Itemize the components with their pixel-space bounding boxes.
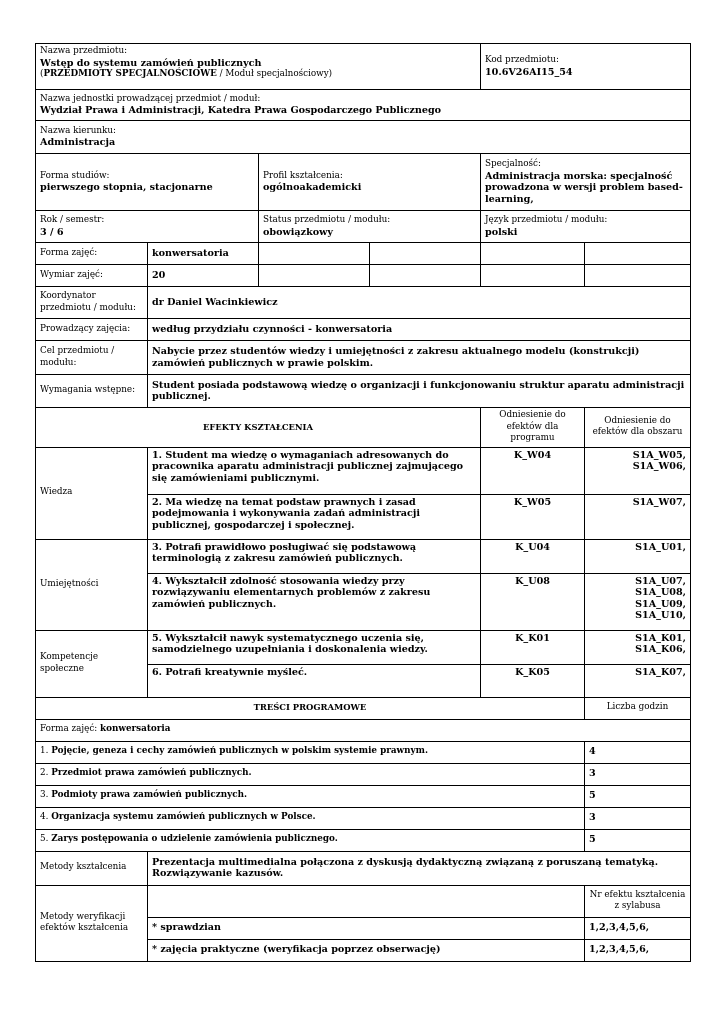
year-value: 3 / 6 [40, 226, 64, 238]
content-row-num: 5. [40, 834, 52, 845]
content-row-text: Podmioty prawa zamówień publicznych. [51, 790, 248, 801]
content-row-hours: 5 [585, 785, 691, 807]
verification-row-text: * sprawdzian [148, 917, 585, 939]
empty-cell [481, 265, 585, 287]
goal-label: Cel przedmiotu / modułu: [36, 341, 148, 375]
subject-cell [36, 44, 481, 90]
content-row [36, 785, 585, 807]
verification-row-nr: 1,2,3,4,5,6, [585, 917, 691, 939]
language-value: polski [485, 226, 518, 238]
subject-group-bold: PRZEDMIOTY SPECJALNOŚCIOWE [43, 69, 217, 79]
specialty-cell [481, 154, 691, 211]
content-row [36, 741, 585, 763]
syllabus-table [35, 43, 691, 962]
effect-5-text: 5. Wykształcił nawyk systematycznego uczenia się, samodzielnego uzupełniania i doskonalenia wiedzy. [148, 630, 481, 664]
specialty-label: Specjalność: [485, 159, 541, 169]
empty-cell [481, 243, 585, 265]
year-label: Rok / semestr: [40, 215, 105, 225]
code-value: 10.6V26AI15_54 [485, 66, 573, 78]
content-form-value: konwersatoria [100, 724, 171, 735]
effect-3-area: S1A_U01, [585, 539, 691, 573]
content-row-num: 3. [40, 790, 52, 801]
methods-label: Metody kształcenia [36, 851, 148, 885]
empty-cell [259, 265, 370, 287]
group-kompetencje: Kompetencje społeczne [36, 630, 148, 697]
code-cell [481, 44, 691, 90]
teacher-label: Prowadzący zajęcia: [36, 319, 148, 341]
content-row [36, 807, 585, 829]
effect-5-program: K_K01 [481, 630, 585, 664]
content-hours-label: Liczba godzin [585, 697, 691, 719]
form-cell [36, 154, 259, 211]
direction-cell [36, 121, 691, 154]
effect-3-text: 3. Potrafi prawidłowo posługiwać się podstawową terminologią z zakresu zamówień publicznych. [148, 539, 481, 573]
status-value: obowiązkowy [263, 226, 333, 238]
teacher-value: według przydziału czynności - konwersatoria [148, 319, 691, 341]
content-row-text: Przedmiot prawa zamówień publicznych. [51, 768, 252, 779]
effect-6-text: 6. Potrafi kreatywnie myśleć. [148, 664, 481, 697]
verification-label: Metody weryfikacji efektów kształcenia [36, 885, 148, 961]
content-row-num: 4. [40, 812, 52, 823]
content-form-label: Forma zajęć: [40, 724, 101, 735]
status-cell [259, 211, 481, 243]
hours-value: 20 [148, 265, 259, 287]
subject-group-rest: / Moduł specjalnościowy) [216, 69, 333, 79]
language-cell [481, 211, 691, 243]
empty-cell [585, 265, 691, 287]
effects-col-program: Odniesienie do efektów dla programu [481, 408, 585, 448]
requirements-value: Student posiada podstawową wiedzę o organizacji i funkcjonowaniu struktur aparatu administracji publicznej. [148, 375, 691, 408]
effect-6-area: S1A_K07, [585, 664, 691, 697]
effect-1-program: K_W04 [481, 447, 585, 494]
content-row-hours: 3 [585, 807, 691, 829]
unit-cell [36, 90, 691, 121]
year-cell [36, 211, 259, 243]
form-value: pierwszego stopnia, stacjonarne [40, 182, 213, 193]
hours-label: Wymiar zajęć: [36, 265, 148, 287]
profile-cell [259, 154, 481, 211]
class-form-label: Forma zajęć: [36, 243, 148, 265]
effect-1-text: 1. Student ma wiedzę o wymaganiach adresowanych do pracownika aparatu administracji publicznej zajmującego się zamówieniami publicznymi. [148, 447, 481, 494]
subject-name: Wstęp do systemu zamówień publicznych [40, 57, 262, 69]
class-form-value: konwersatoria [148, 243, 259, 265]
direction-label: Nazwa kierunku: [40, 125, 116, 136]
content-row-hours: 5 [585, 829, 691, 851]
requirements-label: Wymagania wstępne: [36, 375, 148, 408]
content-row-num: 2. [40, 768, 52, 779]
methods-value: Prezentacja multimedialna połączona z dyskusją dydaktyczną związaną z poruszaną tematyką. Rozwiązywanie kazusów. [148, 851, 691, 885]
effect-2-program: K_W05 [481, 494, 585, 539]
content-row-text: Pojęcie, geneza i cechy zamówień publicznych w polskim systemie prawnym. [51, 746, 429, 757]
empty-cell [259, 243, 370, 265]
content-form-row [36, 719, 691, 741]
subject-group: (PRZEDMIOTY SPECJALNOŚCIOWE / Moduł specjalnościowy) [40, 69, 333, 79]
effect-3-program: K_U04 [481, 539, 585, 573]
coordinator-value: dr Daniel Wacinkiewicz [148, 287, 691, 319]
effects-title: EFEKTY KSZTAŁCENIA [36, 408, 481, 448]
direction-value: Administracja [40, 137, 116, 148]
specialty-value: Administracja morska: specjalność prowadzona w wersji problem based-learning, [485, 170, 683, 205]
effect-4-area: S1A_U07, S1A_U08, S1A_U09, S1A_U10, [585, 573, 691, 630]
empty-cell [585, 243, 691, 265]
content-row-hours: 4 [585, 741, 691, 763]
empty-cell [370, 265, 481, 287]
effect-2-text: 2. Ma wiedzę na temat podstaw prawnych i zasad podejmowania i wykonywania zadań administracji publicznej, gospodarczej i społecznej. [148, 494, 481, 539]
effect-4-text: 4. Wykształcił zdolność stosowania wiedzy przy rozwiązywaniu elementarnych problemów z zakresu zamówień publicznych. [148, 573, 481, 630]
unit-value: Wydział Prawa i Administracji, Katedra Prawa Gospodarczego Publicznego [40, 105, 442, 116]
verification-row-text: * zajęcia praktyczne (weryfikacja poprzez obserwację) [148, 939, 585, 961]
goal-value: Nabycie przez studentów wiedzy i umiejętności z zakresu aktualnego modelu (konstrukcji) zamówień publicznych w prawie polskim. [148, 341, 691, 375]
profile-value: ogólnoakademicki [263, 182, 362, 193]
status-label: Status przedmiotu / modułu: [263, 215, 391, 225]
unit-label: Nazwa jednostki prowadzącej przedmiot / moduł: [40, 93, 261, 104]
content-row [36, 829, 585, 851]
form-label: Forma studiów: [40, 170, 110, 181]
content-row [36, 763, 585, 785]
effect-2-area: S1A_W07, [585, 494, 691, 539]
code-label: Kod przedmiotu: [485, 55, 559, 65]
effect-6-program: K_K05 [481, 664, 585, 697]
content-title: TREŚCI PROGRAMOWE [36, 697, 585, 719]
verification-row-nr: 1,2,3,4,5,6, [585, 939, 691, 961]
profile-label: Profil kształcenia: [263, 170, 343, 181]
subject-label: Nazwa przedmiotu: [40, 46, 128, 56]
content-row-hours: 3 [585, 763, 691, 785]
effect-1-area: S1A_W05, S1A_W06, [585, 447, 691, 494]
group-wiedza: Wiedza [36, 447, 148, 539]
effect-4-program: K_U08 [481, 573, 585, 630]
content-row-num: 1. [40, 746, 52, 757]
effects-col-area: Odniesienie do efektów dla obszaru [585, 408, 691, 448]
empty-cell [370, 243, 481, 265]
content-row-text: Zarys postępowania o udzielenie zamówienia publicznego. [51, 834, 338, 845]
group-umiejetnosci: Umiejętności [36, 539, 148, 630]
content-row-text: Organizacja systemu zamówień publicznych w Polsce. [51, 812, 316, 823]
verification-col-label: Nr efektu kształcenia z sylabusa [585, 885, 691, 917]
verification-blank [148, 885, 585, 917]
coordinator-label: Koordynator przedmiotu / modułu: [36, 287, 148, 319]
language-label: Język przedmiotu / modułu: [485, 215, 608, 225]
effect-5-area: S1A_K01, S1A_K06, [585, 630, 691, 664]
